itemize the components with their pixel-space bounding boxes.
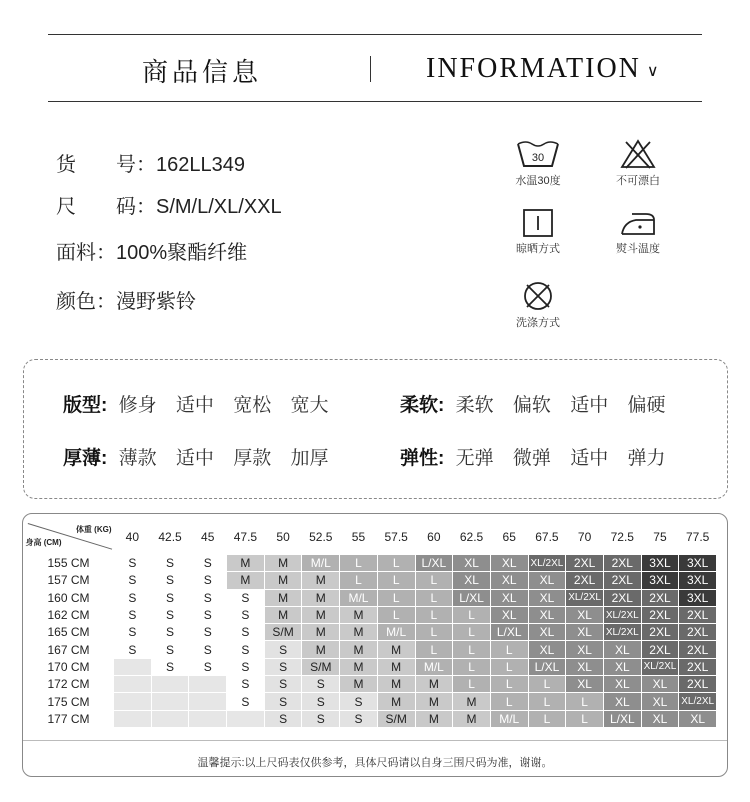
size-cell: 2XL <box>641 641 679 658</box>
care-label: 水温30度 <box>515 175 561 187</box>
size-cell: XL <box>528 641 566 658</box>
size-cell: S <box>189 589 227 606</box>
height-label: 175 CM <box>47 694 90 709</box>
size-cell: S <box>114 641 152 658</box>
size-cell: M <box>340 624 378 641</box>
height-label: 177 CM <box>47 711 90 726</box>
size-cell <box>114 676 152 693</box>
drying-method-icon <box>520 208 556 238</box>
size-cell: S <box>114 555 152 572</box>
top-rule <box>48 34 702 35</box>
weight-column-header: 47.5 <box>233 530 258 544</box>
wash-30-icon <box>514 138 562 170</box>
size-cell: S <box>227 676 265 693</box>
spec-label: 货 号： <box>56 154 156 176</box>
size-cell: S <box>340 710 378 727</box>
table-row <box>24 606 717 623</box>
thick-option-extra-thick: 加厚 <box>290 448 329 469</box>
size-cell: L <box>453 658 491 675</box>
size-cell: L <box>528 676 566 693</box>
weight-column-header: 42.5 <box>158 530 182 544</box>
size-cell: M/L <box>340 589 378 606</box>
size-cell: S <box>114 589 152 606</box>
size-cell: XL/2XL <box>566 589 604 606</box>
size-cell: M/L <box>415 658 453 675</box>
size-cell: L <box>415 606 453 623</box>
size-cell: 3XL <box>641 555 679 572</box>
size-cell: XL <box>641 676 679 693</box>
size-cell: M <box>453 710 491 727</box>
size-cell: L <box>528 693 566 710</box>
size-cell: S <box>227 641 265 658</box>
height-label: 167 CM <box>47 642 90 657</box>
size-cell: M <box>377 676 415 693</box>
size-cell: S <box>302 710 340 727</box>
size-cell <box>114 710 152 727</box>
size-cell: S <box>302 676 340 693</box>
size-cell: L <box>377 572 415 589</box>
size-cell: 2XL <box>566 572 604 589</box>
size-cell: XL <box>490 606 528 623</box>
care-drying <box>493 208 583 256</box>
size-cell: S <box>189 658 227 675</box>
size-cell <box>189 676 227 693</box>
size-cell: XL <box>566 676 604 693</box>
soft-option-softish: 偏软 <box>512 395 551 416</box>
size-cell: XL <box>528 589 566 606</box>
feature-thickness <box>63 443 343 470</box>
size-cell: S <box>151 624 189 641</box>
table-row <box>24 589 717 606</box>
care-label: 晾晒方式 <box>516 243 560 255</box>
size-cell: M <box>302 641 340 658</box>
size-cell: L <box>340 572 378 589</box>
title-chinese: 商品信息 <box>142 58 263 88</box>
table-row <box>24 572 717 589</box>
size-cell: XL <box>528 606 566 623</box>
height-header: 身高 (CM) <box>25 538 62 547</box>
size-cell: M <box>340 606 378 623</box>
size-cell: L <box>490 658 528 675</box>
spec-value: 162LL349 <box>156 154 245 176</box>
size-cell: M <box>227 572 265 589</box>
fit-option-regular: 适中 <box>175 395 214 416</box>
size-cell: M <box>340 658 378 675</box>
elastic-option-medium: 适中 <box>570 448 609 469</box>
size-cell <box>151 693 189 710</box>
size-cell: L <box>453 676 491 693</box>
size-cell: M <box>377 658 415 675</box>
weight-column-header: 62.5 <box>459 530 484 544</box>
fit-option-slim: 修身 <box>118 395 157 416</box>
size-cell <box>227 710 265 727</box>
size-cell: M <box>453 693 491 710</box>
size-cell: S <box>189 572 227 589</box>
size-cell: XL <box>490 589 528 606</box>
size-cell: 3XL <box>641 572 679 589</box>
title-divider <box>370 56 371 82</box>
feature-label: 弹性: <box>400 448 445 469</box>
size-cell: M/L <box>377 624 415 641</box>
size-cell: 2XL <box>603 572 641 589</box>
size-cell: L <box>377 555 415 572</box>
size-cell: L <box>528 710 566 727</box>
care-no-bleach <box>593 138 683 188</box>
size-cell: XL/2XL <box>679 693 717 710</box>
size-cell: S/M <box>264 624 302 641</box>
size-cell: S <box>227 658 265 675</box>
care-washing <box>493 280 583 330</box>
spec-value: 100%聚酯纤维 <box>116 242 248 264</box>
thick-option-thick: 厚款 <box>233 448 272 469</box>
size-cell: S <box>227 589 265 606</box>
thick-option-thin: 薄款 <box>118 448 157 469</box>
care-label: 熨斗温度 <box>616 243 660 255</box>
care-wash-30 <box>493 138 583 188</box>
size-cell: M <box>340 641 378 658</box>
size-cell: S <box>227 624 265 641</box>
size-cell: S <box>151 572 189 589</box>
care-label: 洗涤方式 <box>516 317 560 329</box>
size-cell: L <box>490 693 528 710</box>
size-cell: L <box>340 555 378 572</box>
size-cell: L <box>377 606 415 623</box>
size-cell: L <box>566 710 604 727</box>
size-cell: L <box>415 624 453 641</box>
size-cell: XL <box>453 572 491 589</box>
height-label: 160 CM <box>47 590 90 605</box>
size-cell <box>189 710 227 727</box>
height-label: 172 CM <box>47 677 90 692</box>
size-cell: L <box>453 641 491 658</box>
size-chart-header-row <box>24 520 717 555</box>
weight-column-header: 70 <box>577 530 592 544</box>
size-cell: M <box>302 624 340 641</box>
size-cell: L/XL <box>453 589 491 606</box>
size-cell: XL <box>603 693 641 710</box>
size-cell: XL <box>603 641 641 658</box>
size-cell: S <box>189 606 227 623</box>
size-cell <box>114 658 152 675</box>
size-cell: XL <box>679 710 717 727</box>
size-cell: S <box>227 693 265 710</box>
feature-fit <box>63 390 343 417</box>
size-cell: 2XL <box>679 658 717 675</box>
size-cell: S <box>227 606 265 623</box>
size-cell <box>151 710 189 727</box>
size-cell: M <box>264 606 302 623</box>
size-cell: L <box>566 693 604 710</box>
size-cell: S <box>264 693 302 710</box>
size-cell: S <box>114 624 152 641</box>
size-cell: XL <box>528 624 566 641</box>
size-cell: S <box>151 641 189 658</box>
size-cell: L <box>490 676 528 693</box>
height-label: 165 CM <box>47 625 90 640</box>
size-cell: XL/2XL <box>603 624 641 641</box>
size-cell: 3XL <box>679 555 717 572</box>
weight-header: 体重 (KG) <box>75 525 112 534</box>
size-cell: S <box>189 624 227 641</box>
size-cell: S <box>151 555 189 572</box>
size-cell: L <box>490 641 528 658</box>
weight-column-header: 55 <box>351 530 366 544</box>
size-cell: 2XL <box>603 589 641 606</box>
size-cell: 2XL <box>679 606 717 623</box>
size-cell: M <box>415 710 453 727</box>
iron-temperature-icon <box>618 208 658 238</box>
spec-color <box>56 285 196 314</box>
size-cell: M <box>415 676 453 693</box>
weight-column-header: 72.5 <box>610 530 634 544</box>
size-cell: 2XL <box>566 555 604 572</box>
size-cell: XL <box>453 555 491 572</box>
size-cell: M <box>264 589 302 606</box>
size-cell: L/XL <box>490 624 528 641</box>
no-bleach-icon <box>618 138 658 170</box>
size-cell: S/M <box>377 710 415 727</box>
size-cell: XL <box>566 658 604 675</box>
size-cell: 3XL <box>679 572 717 589</box>
spec-item-number <box>56 148 245 177</box>
table-row <box>24 555 717 572</box>
size-cell: 2XL <box>641 589 679 606</box>
care-label: 不可漂白 <box>616 175 660 187</box>
soft-option-medium-selected: 适中 <box>570 390 608 417</box>
elastic-option-none-selected: 无弹 <box>456 443 494 470</box>
size-cell: L <box>377 589 415 606</box>
header-bottom-rule <box>48 101 702 102</box>
size-cell: L <box>453 606 491 623</box>
size-cell: XL <box>641 693 679 710</box>
size-cell: M <box>227 555 265 572</box>
size-cell: 2XL <box>679 676 717 693</box>
size-cell: 3XL <box>679 589 717 606</box>
size-cell: S <box>189 555 227 572</box>
weight-column-header: 40 <box>125 530 140 544</box>
table-row <box>24 658 717 675</box>
table-row <box>24 710 717 727</box>
size-cell: XL <box>566 641 604 658</box>
size-cell: 2XL <box>679 641 717 658</box>
size-cell: S <box>264 641 302 658</box>
size-cell: XL/2XL <box>641 658 679 675</box>
size-chart-table <box>23 520 717 728</box>
size-cell: XL <box>603 676 641 693</box>
size-cell: S/M <box>302 658 340 675</box>
size-cell: M <box>264 572 302 589</box>
spec-label: 颜色： <box>56 291 116 313</box>
size-cell: XL <box>566 606 604 623</box>
size-cell: M <box>415 693 453 710</box>
weight-column-header: 60 <box>427 530 441 544</box>
size-cell: M <box>302 572 340 589</box>
size-cell: S <box>264 676 302 693</box>
table-row <box>24 641 717 658</box>
care-iron <box>593 208 683 256</box>
size-cell: M <box>302 589 340 606</box>
size-cell: S <box>151 606 189 623</box>
feature-panel <box>23 359 728 499</box>
size-cell: L <box>415 641 453 658</box>
spec-label: 尺 码： <box>56 196 156 218</box>
feature-label: 版型: <box>63 395 108 416</box>
weight-column-header: 50 <box>276 530 290 544</box>
size-cell: S <box>151 658 189 675</box>
size-cell: L/XL <box>415 555 453 572</box>
thick-option-medium-selected: 适中 <box>176 443 214 470</box>
feature-elasticity <box>400 443 680 470</box>
height-label: 170 CM <box>47 659 90 674</box>
size-cell: XL/2XL <box>528 555 566 572</box>
size-cell: L/XL <box>528 658 566 675</box>
weight-column-header: 65 <box>502 530 516 544</box>
height-label: 157 CM <box>47 573 90 588</box>
feature-softness <box>400 390 680 417</box>
size-cell: 2XL <box>641 624 679 641</box>
size-cell: S <box>264 658 302 675</box>
size-cell: XL <box>490 572 528 589</box>
fit-option-loose-selected: 宽松 <box>233 390 271 417</box>
spec-sizes <box>56 190 282 219</box>
size-cell: S <box>340 693 378 710</box>
size-cell: XL <box>603 658 641 675</box>
weight-column-header: 77.5 <box>685 530 710 544</box>
size-cell: M/L <box>490 710 528 727</box>
size-cell: 2XL <box>679 624 717 641</box>
size-cell: M <box>340 676 378 693</box>
size-cell: S <box>114 572 152 589</box>
spec-fabric <box>56 236 247 265</box>
weight-column-header: 75 <box>653 530 667 544</box>
size-cell: S <box>264 710 302 727</box>
size-chart-corner <box>24 520 114 555</box>
washing-method-icon <box>521 280 555 312</box>
size-cell: L <box>453 624 491 641</box>
weight-column-header: 45 <box>201 530 215 544</box>
size-cell <box>114 693 152 710</box>
table-row <box>24 624 717 641</box>
size-cell: L <box>415 572 453 589</box>
size-cell: S <box>151 589 189 606</box>
weight-column-header: 57.5 <box>384 530 408 544</box>
weight-column-header: 52.5 <box>309 530 333 544</box>
chevron-down-icon: ∨ <box>646 62 661 80</box>
size-cell: S <box>114 606 152 623</box>
size-cell: 2XL <box>641 606 679 623</box>
soft-option-soft: 柔软 <box>455 395 494 416</box>
size-cell: M/L <box>302 555 340 572</box>
size-tip: 温馨提示:以上尺码表仅供参考，具体尺码请以自身三围尺码为准，谢谢。 <box>197 757 553 769</box>
size-cell: M <box>377 641 415 658</box>
size-cell <box>189 693 227 710</box>
size-cell: XL <box>641 710 679 727</box>
size-cell: S <box>302 693 340 710</box>
size-cell: XL/2XL <box>603 606 641 623</box>
soft-option-hard: 偏硬 <box>627 395 666 416</box>
spec-value: S/M/L/XL/XXL <box>156 196 282 218</box>
height-label: 155 CM <box>47 556 90 571</box>
elastic-option-stretch: 弹力 <box>627 448 666 469</box>
size-chart-panel <box>22 513 728 777</box>
size-cell: XL <box>490 555 528 572</box>
fit-option-oversized: 宽大 <box>290 395 329 416</box>
weight-column-header: 67.5 <box>535 530 559 544</box>
table-row <box>24 676 717 693</box>
size-cell: XL <box>566 624 604 641</box>
size-cell: M <box>264 555 302 572</box>
tip-divider <box>23 740 727 741</box>
size-cell: M <box>302 606 340 623</box>
size-cell: S <box>189 641 227 658</box>
size-cell: L/XL <box>603 710 641 727</box>
feature-label: 柔软: <box>400 395 445 416</box>
size-cell <box>151 676 189 693</box>
wash-temperature-text: 30 <box>531 152 545 164</box>
table-row <box>24 693 717 710</box>
size-cell: M <box>377 693 415 710</box>
title-english: INFORMATION ∨ <box>426 53 661 84</box>
elastic-option-slight: 微弹 <box>512 448 551 469</box>
size-cell: XL <box>528 572 566 589</box>
spec-value: 漫野紫铃 <box>116 291 196 313</box>
feature-label: 厚薄: <box>63 448 108 469</box>
size-cell: L <box>415 589 453 606</box>
height-label: 162 CM <box>47 608 90 623</box>
size-cell: 2XL <box>603 555 641 572</box>
spec-label: 面料： <box>56 242 116 264</box>
